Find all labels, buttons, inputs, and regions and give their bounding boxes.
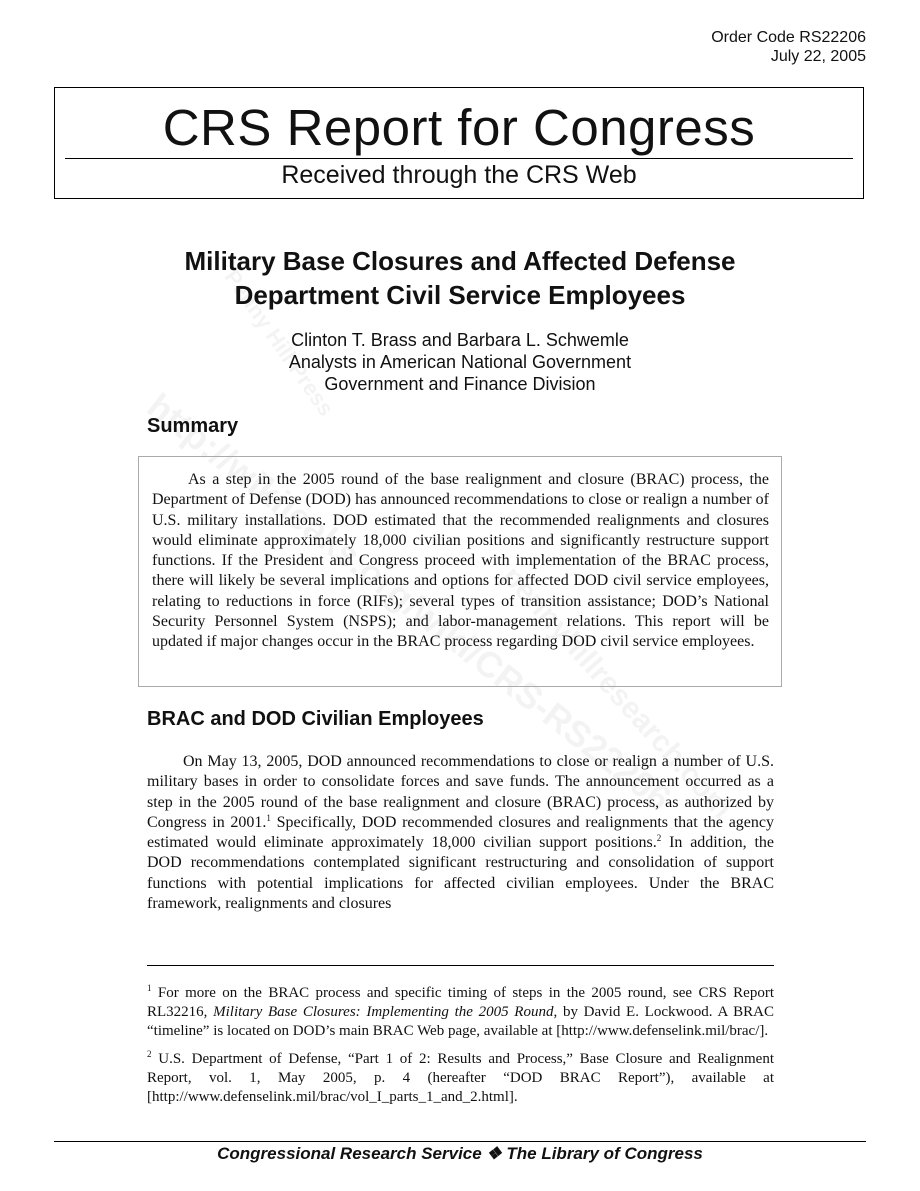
document-title	[100, 244, 820, 312]
footnote-text: For more on the BRAC process and specific timing of steps in the 2005 round, see CRS Report RL32216,	[147, 985, 774, 1020]
footnote-divider	[147, 965, 774, 966]
footnote-ref-1: 1	[266, 812, 271, 823]
footer-text: Congressional Research Service ❖ The Library of Congress	[217, 1144, 703, 1163]
title-line-1: Military Base Closures and Affected Defense	[184, 246, 736, 276]
summary-text: As a step in the 2005 round of the base realignment and closure (BRAC) process, the Department of Defense (DOD) has announced recommendations to close or realign a number of U.S. military installations. DOD estimated that the recommended realignments and closures would eliminate approximately 18,000 civilian positions and significantly restructure support functions. If the President and Congress proceed with implementation of the BRAC process, there will likely be several implications and options for affected DOD civil service employees, relating to reductions in force (RIFs); several types of transition assistance; DOD’s National Security Personnel System (NSPS); and labor-management relations. This report will be updated if major changes occur in the BRAC process regarding DOD civil service employees.	[152, 471, 769, 651]
report-date: July 22, 2005	[770, 48, 866, 65]
report-subtitle: Received through the CRS Web	[281, 161, 637, 189]
footnote-number: 1	[147, 983, 152, 993]
author-block	[100, 329, 820, 395]
footnote-ref-2: 2	[656, 833, 662, 844]
report-banner	[54, 87, 864, 199]
summary-heading: Summary	[147, 415, 239, 437]
title-line-2: Department Civil Service Employees	[234, 280, 686, 310]
footer-divider	[54, 1141, 866, 1142]
footnote-number: 2	[147, 1049, 152, 1059]
authors: Clinton T. Brass and Barbara L. Schwemle	[291, 330, 629, 350]
section-body	[147, 752, 774, 914]
footnotes	[147, 984, 774, 1116]
banner-divider	[65, 158, 853, 159]
report-title: CRS Report for Congress	[162, 99, 756, 156]
order-code: Order Code RS22206	[711, 29, 866, 46]
paragraph-part-2: Specifically, DOD recommended closures and realignments that the agency estimated would eliminate approximately 18,000 civilian support positions.	[147, 813, 774, 852]
footnote-text: , by David E. Lockwood. A BRAC “timeline” is located on DOD’s main BRAC Web page, available at [http://www.defenselink.mil/brac/].	[147, 1004, 775, 1039]
summary-box	[138, 456, 782, 687]
section-paragraph	[147, 752, 774, 914]
section-heading: BRAC and DOD Civilian Employees	[147, 708, 484, 730]
footnote-report-title: Military Base Closures: Implementing the 2005 Round	[213, 1004, 554, 1020]
footnote-1	[147, 984, 774, 1041]
paragraph-part-1: On May 13, 2005, DOD announced recommendations to close or realign a number of U.S. military bases in order to consolidate forces and save funds. The announcement occurred as a step in the 2005 round of the base realignment and closure (BRAC) process, as authorized by Congress in 2001.	[147, 753, 774, 831]
footnote-text: U.S. Department of Defense, “Part 1 of 2: Results and Process,” Base Closure and Realignment Report, vol. 1, May 2005, p. 4 (hereafter “DOD BRAC Report”), available at [http://www.defenselink.mil/brac/vol_I_parts_1_and_2.html].	[147, 1051, 774, 1105]
footnote-2	[147, 1050, 774, 1107]
division: Government and Finance Division	[324, 374, 596, 394]
order-code-block	[711, 28, 866, 66]
author-role: Analysts in American National Government	[288, 352, 632, 372]
paragraph-part-3: In addition, the DOD recommendations contemplated significant restructuring and consolidation of support functions with potential implications for affected civilian employees. Under the BRAC framework, realignments and closures	[147, 834, 775, 913]
